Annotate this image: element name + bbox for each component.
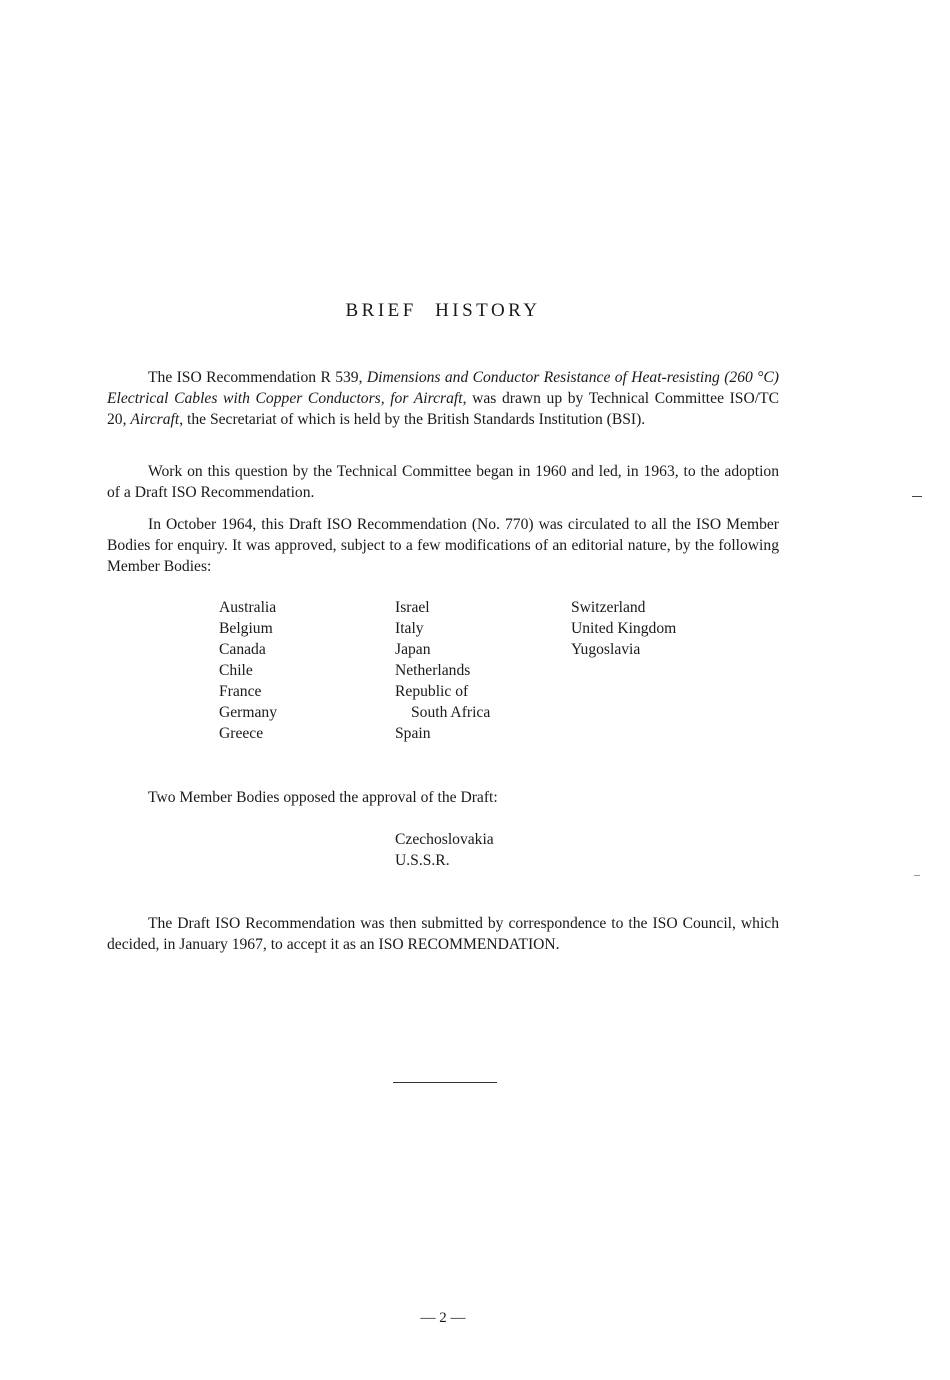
page-number: — 2 — [420, 1310, 466, 1326]
country: France [219, 683, 262, 700]
margin-mark [912, 496, 922, 497]
country: Republic of [395, 683, 469, 700]
paragraph-council: The Draft ISO Recommendation was then submitted by correspondence to the ISO Council, which decided, in January 1967, to accept it as an ISO RECOMMENDATION. [107, 915, 779, 953]
country: Italy [395, 620, 424, 637]
country: U.S.S.R. [395, 852, 450, 869]
page-title: BRIEF HISTORY [345, 300, 541, 321]
country: Yugoslavia [571, 641, 641, 658]
country: South Africa [411, 704, 491, 721]
country: Belgium [219, 620, 273, 637]
country: Switzerland [571, 599, 646, 616]
country: Greece [219, 725, 264, 742]
country: Spain [395, 725, 431, 742]
country: United Kingdom [571, 620, 677, 637]
paragraph-work: Work on this question by the Technical Committee began in 1960 and led, in 1963, to the adoption of a Draft ISO Recommendation. [107, 463, 779, 501]
approvers-column-2 [395, 597, 490, 744]
country: Czechoslovakia [395, 831, 494, 848]
margin-mark [914, 875, 920, 876]
intro-text-3: , the Secretariat of which is held by the British Standards Institution (BSI). [179, 411, 646, 428]
country: Chile [219, 662, 253, 679]
country: Israel [395, 599, 430, 616]
intro-document-title: Dimensions and Conductor Resistance of Heat-resisting (260 °C) Electrical Cables with Copper Conductors, for Aircraft [107, 369, 779, 407]
country: Canada [219, 641, 266, 658]
paragraph-opposed: Two Member Bodies opposed the approval of the Draft: [148, 789, 498, 806]
paragraph-intro [107, 367, 779, 430]
opposers-list [395, 829, 494, 871]
end-rule [393, 1082, 497, 1083]
country: Germany [219, 704, 278, 721]
country: Japan [395, 641, 431, 658]
intro-text-2: , was drawn up by Technical Committee ISO/TC 20, [107, 390, 779, 428]
paragraph-enquiry: In October 1964, this Draft ISO Recommendation (No. 770) was circulated to all the ISO Member Bodies for enquiry. It was approved, subject to a few modifications of an editorial nature, by the following Member Bodies: [107, 516, 779, 575]
intro-committee-name: Aircraft [130, 411, 180, 428]
country: Netherlands [395, 662, 471, 679]
intro-text-1: The ISO Recommendation R 539, [148, 369, 367, 386]
country: Australia [219, 599, 277, 616]
approvers-column-1 [219, 597, 277, 744]
approvers-column-3 [571, 597, 676, 660]
